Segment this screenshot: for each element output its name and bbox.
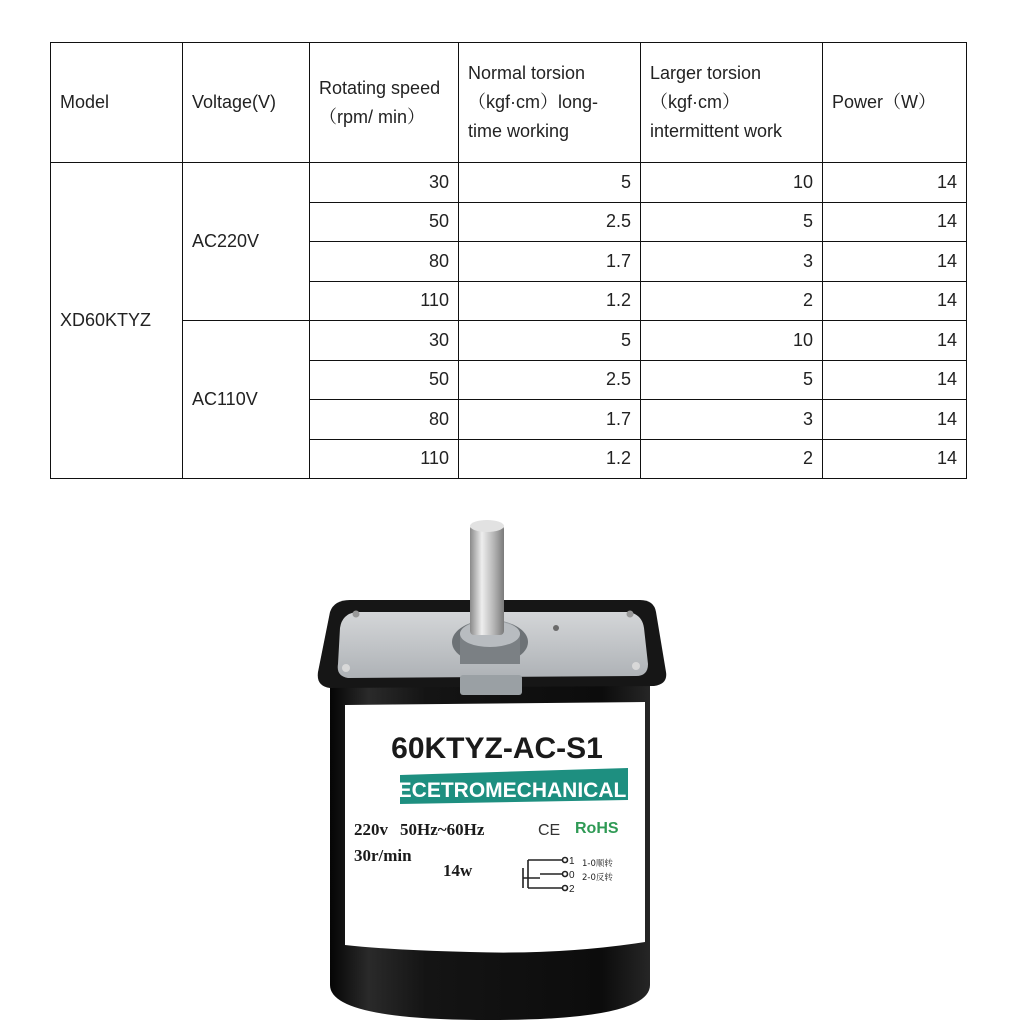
power-cell: 14	[823, 163, 967, 203]
normal-torsion-cell: 5	[459, 163, 641, 203]
larger-torsion-cell: 2	[641, 281, 823, 321]
motor-illustration	[300, 505, 680, 1025]
motor-model-label: 60KTYZ-AC-S1	[391, 732, 603, 765]
voltage-cell: AC110V	[183, 321, 310, 479]
normal-torsion-cell: 1.7	[459, 400, 641, 440]
spec-table	[50, 42, 967, 479]
normal-torsion-cell: 2.5	[459, 202, 641, 242]
power-cell: 14	[823, 360, 967, 400]
wiring-note: 1-0顺转	[582, 859, 613, 869]
larger-torsion-cell: 10	[641, 321, 823, 361]
header-model: Model	[51, 43, 183, 163]
header-normal-torsion: Normal torsion （kgf·cm）long- time working	[459, 43, 641, 163]
header-power: Power（W）	[823, 43, 967, 163]
speed-cell: 80	[310, 400, 459, 440]
mount-hole-icon	[627, 611, 634, 618]
larger-torsion-cell: 5	[641, 360, 823, 400]
mount-hole-icon	[632, 662, 640, 670]
speed-cell: 80	[310, 242, 459, 282]
terminal-label: 2	[569, 884, 575, 895]
speed-cell: 30	[310, 321, 459, 361]
power-cell: 14	[823, 321, 967, 361]
normal-torsion-cell: 2.5	[459, 360, 641, 400]
header-speed: Rotating speed（rpm/ min）	[310, 43, 459, 163]
power-cell: 14	[823, 400, 967, 440]
table-row	[51, 321, 967, 361]
terminal-label: 1	[569, 856, 575, 867]
model-cell: XD60KTYZ	[51, 163, 183, 479]
mount-hole-icon	[353, 611, 360, 618]
speed-cell: 50	[310, 360, 459, 400]
banner-text: ECETROMECHANICAL	[397, 779, 627, 802]
speed-cell: 110	[310, 281, 459, 321]
larger-torsion-cell: 3	[641, 242, 823, 282]
header-larger-torsion: Larger torsion（kgf·cm） intermittent work	[641, 43, 823, 163]
motor-voltage: 220v	[354, 820, 388, 839]
normal-torsion-cell: 1.2	[459, 439, 641, 479]
terminal-label: 0	[569, 870, 575, 881]
speed-cell: 50	[310, 202, 459, 242]
normal-torsion-cell: 5	[459, 321, 641, 361]
mount-hole-icon	[342, 664, 350, 672]
motor-power: 14w	[443, 861, 473, 880]
normal-torsion-cell: 1.7	[459, 242, 641, 282]
table-row	[51, 163, 967, 203]
normal-torsion-cell: 1.2	[459, 281, 641, 321]
voltage-cell: AC220V	[183, 163, 310, 321]
ce-mark-icon: CE	[538, 822, 561, 839]
header-voltage: Voltage(V)	[183, 43, 310, 163]
larger-torsion-cell: 2	[641, 439, 823, 479]
power-cell: 14	[823, 202, 967, 242]
power-cell: 14	[823, 439, 967, 479]
speed-cell: 30	[310, 163, 459, 203]
larger-torsion-cell: 5	[641, 202, 823, 242]
output-shaft	[470, 520, 504, 635]
header-row	[51, 43, 967, 163]
power-cell: 14	[823, 242, 967, 282]
motor-frequency: 50Hz~60Hz	[400, 820, 485, 839]
larger-torsion-cell: 3	[641, 400, 823, 440]
rohs-mark: RoHS	[575, 820, 619, 837]
larger-torsion-cell: 10	[641, 163, 823, 203]
wiring-note: 2-0反转	[582, 873, 613, 883]
power-cell: 14	[823, 281, 967, 321]
motor-speed: 30r/min	[354, 846, 412, 865]
speed-cell: 110	[310, 439, 459, 479]
